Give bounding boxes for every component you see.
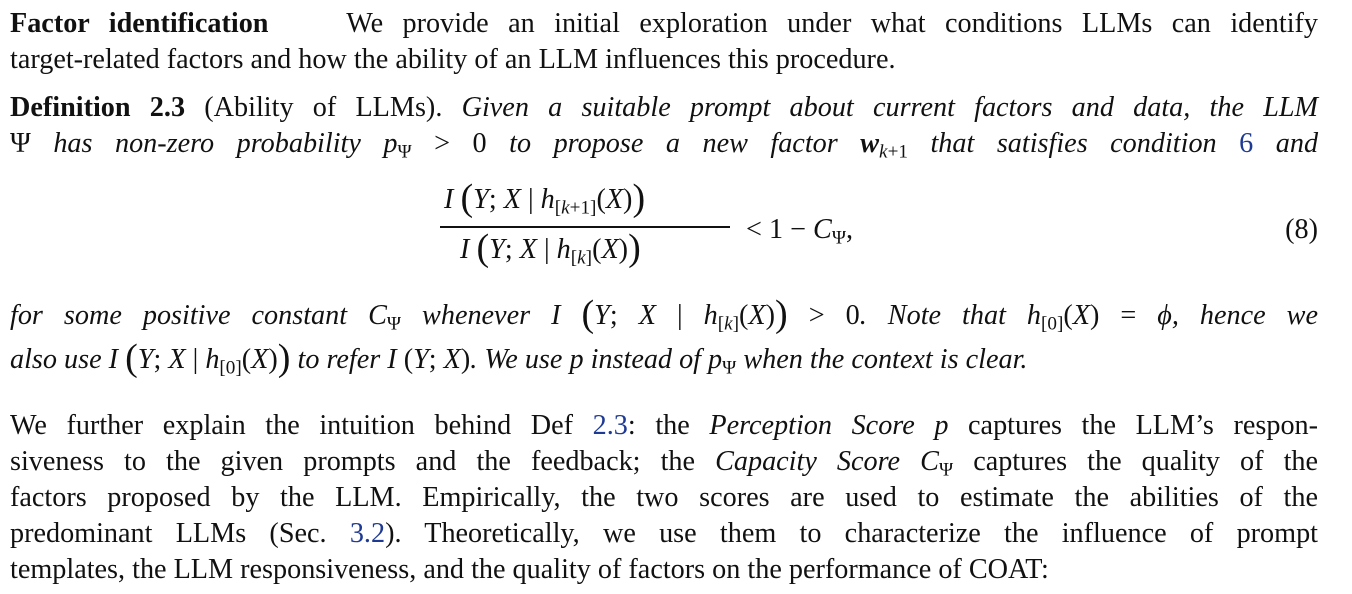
math-h0-phi: $h_{[0]}(X) = \phi$ <box>1026 300 1172 335</box>
definition-after-line-2 <box>10 336 1028 379</box>
paragraph-intuition-line-3 <box>10 480 1318 516</box>
fraction-numerator: I (Y; X | $h_{[k+1]}(X)$) <box>444 176 646 219</box>
paragraph-text: siveness to the given prompts and the feedback; the <box>10 446 696 477</box>
paragraph-intuition-line-1 <box>10 408 1318 444</box>
def-ref-link[interactable]: 2.3 <box>592 410 628 441</box>
math-p-psi: $p_\Psi > 0$ <box>383 128 487 163</box>
math-psi: Ψ <box>10 128 31 159</box>
definition-after-line-1 <box>10 292 1318 335</box>
definition-line-2 <box>10 126 1318 162</box>
math-mutual-info-0: I (Y; X | $h_{[0]}(X)$) <box>108 336 291 379</box>
definition-text: , hence we <box>1171 300 1318 331</box>
perception-score-term: Perception Score <box>709 410 915 441</box>
paragraph-text: predominant LLMs (Sec. <box>10 518 327 549</box>
math-p: p <box>569 344 584 375</box>
definition-text: for some positive constant <box>10 300 348 331</box>
math-mutual-info-k: I (Y; X | $h_{[k]}(X)) > 0$ <box>551 292 860 335</box>
math-w-k1: $w_{k+1}$ <box>860 128 908 163</box>
definition-title: (Ability of LLMs). <box>204 92 443 123</box>
paragraph-factor-identification-line-1 <box>10 6 1318 42</box>
paragraph-text: We further explain the intuition behind Def <box>10 410 574 441</box>
definition-text: has non-zero probability <box>53 128 361 159</box>
definition-text: when the context is clear. <box>743 344 1028 375</box>
definition-text: Given a suitable prompt about current factors and data, the LLM <box>461 92 1319 123</box>
math-mutual-info: I (Y; X) <box>387 344 471 375</box>
paragraph-text: templates, the LLM responsiveness, and the quality of factors on the performance of COAT: <box>10 554 1049 585</box>
definition-text: to refer <box>297 344 381 375</box>
paragraph-intuition-line-5 <box>10 552 1049 588</box>
paragraph-text: We provide an initial exploration under what conditions LLMs can identify <box>346 8 1319 39</box>
sec-ref-link[interactable]: 3.2 <box>349 518 386 549</box>
definition-text: . We use <box>470 344 563 375</box>
definition-text: also use <box>10 344 102 375</box>
math-p-psi-2: $p_\Psi$ <box>708 344 737 379</box>
paragraph-text: target-related factors and how the ability of an LLM influences this procedure. <box>10 44 896 75</box>
paragraph-text: captures the quality of the <box>973 446 1319 477</box>
equation-8-rhs: < $1 - C_\Psi$, <box>746 214 854 249</box>
definition-label: Definition 2.3 <box>10 92 186 123</box>
paragraph-text: factors proposed by the LLM. Empirically, the two scores are used to estimate the abilities of the <box>10 482 1318 513</box>
definition-text: whenever <box>422 300 531 331</box>
math-p-score: p <box>934 410 949 441</box>
equation-8-fraction <box>438 176 738 276</box>
definition-text: that satisfies condition <box>930 128 1217 159</box>
paragraph-text: : the <box>627 410 690 441</box>
fraction-denominator: I (Y; X | $h_{[k]}(X)$) <box>460 226 641 269</box>
paragraph-intuition-line-4 <box>10 516 1318 552</box>
condition-ref-link[interactable]: 6 <box>1239 128 1254 159</box>
math-c-psi-score: $C_\Psi$ <box>920 446 954 481</box>
math-c-psi: $C_\Psi$ <box>368 300 402 335</box>
definition-text: . Note that <box>859 300 1006 331</box>
paragraph-intuition-line-2 <box>10 444 1318 480</box>
definition-text: to propose a new factor <box>509 128 838 159</box>
paragraph-factor-identification-line-2 <box>10 42 896 78</box>
equation-number: (8) <box>1285 214 1318 245</box>
paragraph-text: ). Theoretically, we use them to characterize the influence of prompt <box>385 518 1318 549</box>
definition-text: and <box>1275 128 1319 159</box>
definition-text: instead of <box>590 344 701 375</box>
capacity-score-term: Capacity Score <box>715 446 901 477</box>
paragraph-heading: Factor identification <box>10 8 269 39</box>
definition-line-1 <box>10 90 1318 126</box>
paragraph-text: captures the LLM’s respon- <box>968 410 1319 441</box>
